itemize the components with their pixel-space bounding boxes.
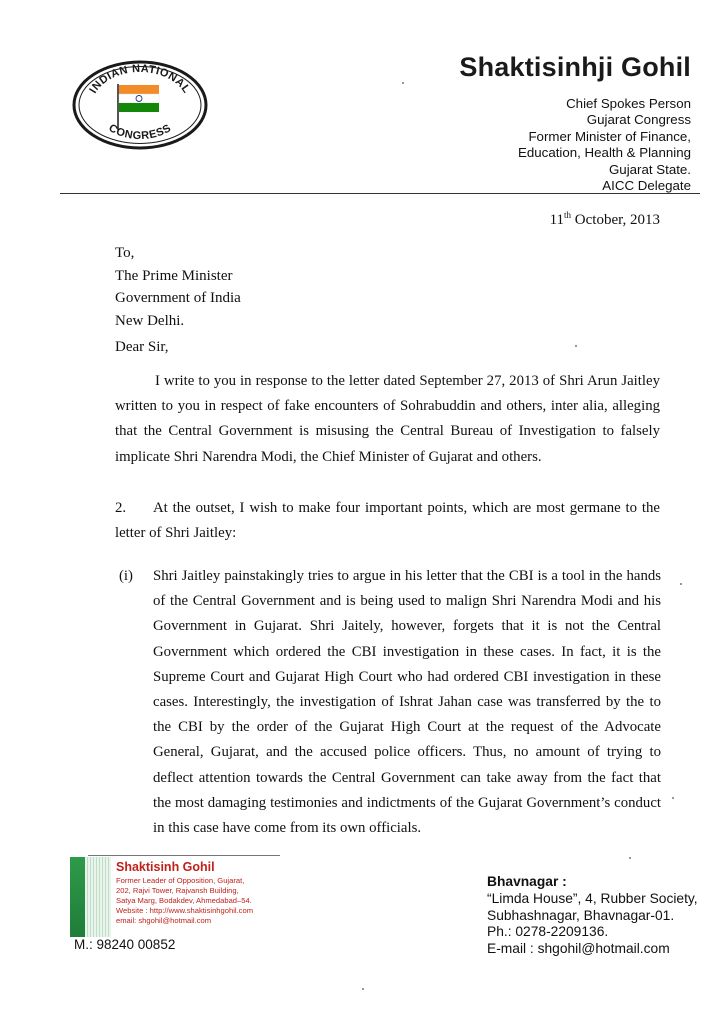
- scan-speck: [362, 988, 364, 990]
- addressee-line: New Delhi.: [115, 312, 185, 329]
- bhavnagar-line: Subhashnagar, Bhavnagar-01.: [487, 907, 675, 923]
- stamp-line: Former Leader of Opposition, Gujarat,: [116, 876, 245, 885]
- stamp-line: Satya Marg, Bodakdev, Ahmedabad–54.: [116, 896, 252, 905]
- paragraph-2: [115, 496, 660, 546]
- scan-speck: [629, 857, 631, 859]
- stamp-line: Website : http://www.shaktisinhgohil.com: [116, 906, 254, 915]
- address-stamp: [116, 860, 253, 926]
- bhavnagar-line: “Limda House”, 4, Rubber Society,: [487, 890, 698, 906]
- role-line: Chief Spokes Person: [566, 96, 691, 111]
- stamp-pattern-bar: [85, 857, 111, 937]
- date-suffix: th: [564, 210, 572, 220]
- svg-text:CONGRESS: [107, 122, 174, 142]
- role-line: Gujarat Congress: [586, 112, 691, 128]
- letterhead-name: Shaktisinhji Gohil: [459, 52, 691, 82]
- logo-text-top: INDIAN NATIONAL: [87, 62, 193, 96]
- addressee-line: To,: [115, 245, 135, 261]
- paragraph-3-number: (i): [119, 568, 133, 584]
- bhavnagar-address: [487, 874, 698, 958]
- paragraph-2-number: 2.: [115, 500, 127, 516]
- date-rest: October, 2013: [571, 212, 660, 228]
- role-line: AICC Delegate: [602, 178, 691, 194]
- paragraph-1: [115, 369, 660, 470]
- scan-speck: [672, 797, 674, 799]
- scan-speck: [680, 583, 682, 585]
- bhavnagar-line: E-mail : shgohil@hotmail.com: [487, 941, 670, 957]
- addressee-line: The Prime Minister: [115, 267, 233, 284]
- addressee-block: [115, 242, 241, 332]
- salutation: Dear Sir,: [115, 339, 169, 355]
- flag-icon: [118, 84, 159, 130]
- bhavnagar-line: Ph.: 0278-2209136.: [487, 924, 609, 940]
- scan-speck: [575, 345, 577, 347]
- paragraph-3-text: Shri Jaitley painstakingly tries to argue in his letter that the CBI is a tool in the hands of the Central Government and is being used to malign Shri Narendra Modi and his Government in Gujarat. Shri Jaitely, however, forgets that it is not the Central Government which ordered the CBI investigation in these cases. In fact, it is the Supreme Court and Gujarat High Court who had ordered CBI investigation in these cases. Interestingly, the investigation of Ishrat Jahan case was transferred by the to the CBI by the order of the Gujarat High Court at the request of the Advocate General, Gujarat, and the accused police officers. Thus, no amount of trying to deflect attention towards the Central Government can take away from the fact that the most damaging testimonies and indictments of the Gujarat Government’s conduct in this case have come from its own officials.: [153, 568, 661, 837]
- stamp-line: 202, Rajvi Tower, Rajvansh Building,: [116, 886, 239, 895]
- congress-logo: [72, 60, 208, 150]
- role-line: Gujarat State.: [608, 161, 691, 177]
- role-line: Education, Health & Planning: [518, 145, 691, 161]
- stamp-line: email: shgohil@hotmail.com: [116, 916, 212, 925]
- addressee-line: Government of India: [115, 290, 241, 306]
- letterhead-roles: [518, 96, 691, 194]
- role-line: Former Minister of Finance,: [528, 128, 691, 144]
- stamp-color-bar: [70, 857, 85, 937]
- stamp-name: Shaktisinh Gohil: [116, 860, 215, 874]
- header-divider: [60, 193, 700, 194]
- logo-text-bottom: CONGRESS: [106, 122, 174, 143]
- stamp-top-line: [88, 855, 280, 856]
- date-day: 11: [549, 212, 565, 228]
- mobile-number: M.: 98240 00852: [74, 937, 176, 952]
- paragraph-1-text: I write to you in response to the letter dated September 27, 2013 of Shri Arun Jaitley written to you in respect of fake encounters of Sohrabuddin and others, inter alia, alleging that the Central Government is misusing the Central Bureau of Investigation to falsely implicate Shri Narendra Modi, the Chief Minister of Gujarat and others.: [115, 373, 660, 465]
- bhavnagar-title: Bhavnagar :: [487, 874, 567, 889]
- letter-date: [550, 210, 660, 229]
- congress-emblem-icon: [72, 60, 208, 150]
- scan-speck: [402, 82, 404, 84]
- paragraph-2-text: At the outset, I wish to make four important points, which are most germane to the letter of Shri Jaitley:: [115, 500, 660, 542]
